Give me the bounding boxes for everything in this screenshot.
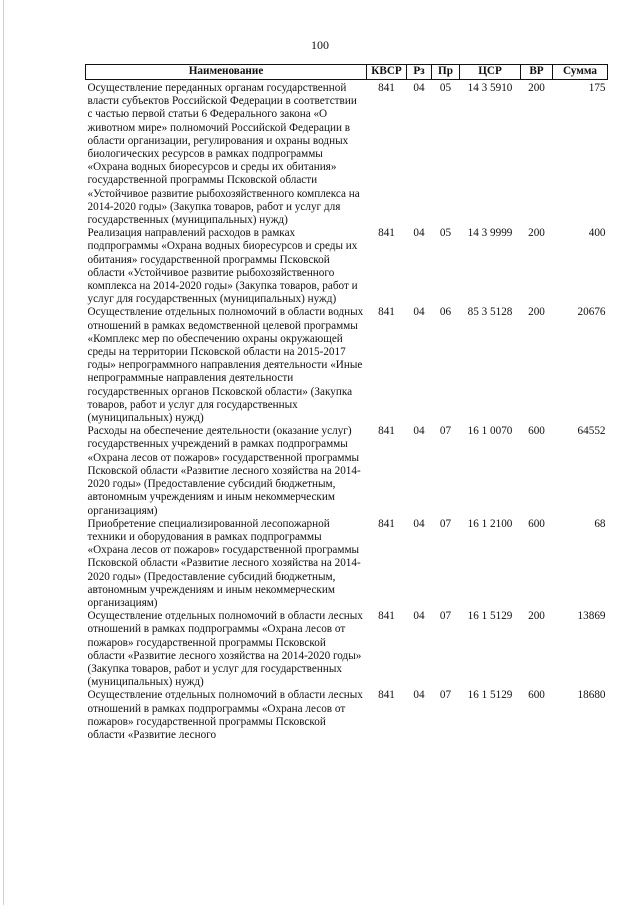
row-name: Расходы на обеспечение деятельности (оказание услуг) государственных учреждений в рамках подпрограммы «Охрана лесов от пожаров» государственной программы Псковской области «Развитие лесного хозяйства на 2014-2020 годы» (Предоставление субсидий бюджетным, автономным учреждениям и иным некоммерческим организациям) (87, 425, 361, 517)
row-vr: 200 (528, 82, 545, 94)
row-csr: 16 1 5129 (467, 610, 513, 623)
row-vr: 200 (528, 306, 545, 319)
row-csr: 14 3 5910 (467, 82, 513, 94)
column-header-csr: ЦСР (460, 65, 521, 80)
row-rz: 04 (413, 689, 425, 702)
row-csr: 16 1 0070 (467, 425, 513, 438)
scan-edge (3, 0, 4, 905)
row-kvsr: 841 (378, 425, 395, 438)
column-header-kvsr: КВСР (367, 65, 407, 80)
row-kvsr: 841 (378, 610, 395, 623)
row-sum: 13869 (577, 610, 606, 623)
budget-table (85, 64, 608, 742)
column-header-rz: Рз (407, 65, 432, 80)
row-sum: 18680 (577, 689, 606, 702)
row-sum: 64552 (577, 425, 606, 438)
row-rz: 04 (413, 227, 425, 240)
row-kvsr: 841 (378, 689, 395, 702)
row-sum: 175 (588, 82, 606, 94)
row-name: Осуществление отдельных полномочий в области лесных отношений в рамках подпрограммы «Охрана лесов от пожаров» государственной программы Псковской области «Развитие лесного (87, 689, 363, 741)
row-rz: 04 (413, 610, 425, 623)
row-pr: 06 (439, 306, 452, 319)
row-pr: 07 (439, 425, 452, 438)
table-row (86, 227, 608, 306)
row-pr: 05 (439, 82, 452, 94)
row-vr: 200 (528, 610, 545, 623)
row-csr: 85 3 5128 (467, 306, 513, 319)
row-name: Осуществление отдельных полномочий в области лесных отношений в рамках подпрограммы «Охрана лесов от пожаров» государственной программы Псковской области «Развитие лесного хозяйства на 2014-2020 годы» (Закупка товаров, работ и услуг для государственных (муниципальных) нужд) (87, 610, 363, 689)
row-kvsr: 841 (378, 517, 395, 530)
row-pr: 07 (439, 689, 452, 702)
row-vr: 600 (528, 425, 545, 438)
column-header-name: Наименование (86, 65, 367, 80)
row-pr: 07 (439, 517, 452, 530)
column-header-sum: Сумма (553, 65, 608, 80)
row-rz: 04 (413, 82, 425, 94)
row-name: Осуществление отдельных полномочий в области водных отношений в рамках ведомственной целевой программы «Комплекс мер по обеспечению охраны окружающей среды на территории Псковской области на 2015-2017 годы» непрограммного направления деятельности «Иные непрограммные направления деятельности государственных органов Псковской области» (Закупка товаров, работ и услуг для государственных (муниципальных) нужд) (87, 306, 364, 425)
row-vr: 600 (528, 517, 545, 530)
table-row (86, 610, 608, 689)
row-vr: 600 (528, 689, 545, 702)
column-header-vr: ВР (521, 65, 553, 80)
table-row (86, 80, 608, 228)
row-pr: 07 (439, 610, 452, 623)
row-sum: 68 (594, 517, 606, 530)
table-row (86, 425, 608, 517)
row-csr: 14 3 9999 (467, 227, 513, 240)
row-csr: 16 1 5129 (467, 689, 513, 702)
row-name: Приобретение специализированной лесопожарной техники и оборудования в рамках подпрограммы «Охрана лесов от пожаров» государственной программы Псковской области «Развитие лесного хозяйства на 2014-2020 годы» (Предоставление субсидий бюджетным, автономным учреждениям и иным некоммерческим организациям) (87, 517, 361, 609)
row-csr: 16 1 2100 (467, 517, 513, 530)
row-pr: 05 (439, 227, 452, 240)
row-name: Реализация направлений расходов в рамках подпрограммы «Охрана водных биоресурсов и среды их обитания» государственной программы Псковской области «Устойчивое развитие рыбохозяйственного комплекса на 2014-2020 годы» (Закупка товаров, работ и услуг для государственных (муниципальных) нужд) (87, 227, 358, 306)
row-vr: 200 (528, 227, 545, 240)
row-rz: 04 (413, 306, 425, 319)
table-header-row (86, 65, 608, 80)
row-sum: 400 (588, 227, 606, 240)
table-row (86, 518, 608, 610)
row-rz: 04 (413, 425, 425, 438)
row-kvsr: 841 (378, 227, 395, 240)
row-kvsr: 841 (378, 82, 395, 94)
table-row (86, 306, 608, 425)
row-name: Осуществление переданных органам государственной власти субъектов Российской Федерации в соответствии с частью первой статьи 6 Федерального закона «О животном мире» полномочий Российской Федерации в области организации, регулирования и охраны водных биологических ресурсов в рамках подпрограммы «Охрана водных биоресурсов и среды их обитания» государственной программы Псковской области «Устойчивое развитие рыбохозяйственного комплекса на 2014-2020 годы» (Закупка товаров, работ и услуг для государственных (муниципальных) нужд) (87, 82, 360, 227)
row-kvsr: 841 (378, 306, 395, 319)
row-sum: 20676 (577, 306, 606, 319)
page-number: 100 (311, 38, 329, 52)
row-rz: 04 (413, 517, 425, 530)
table-row (86, 689, 608, 742)
column-header-pr: Пр (432, 65, 460, 80)
